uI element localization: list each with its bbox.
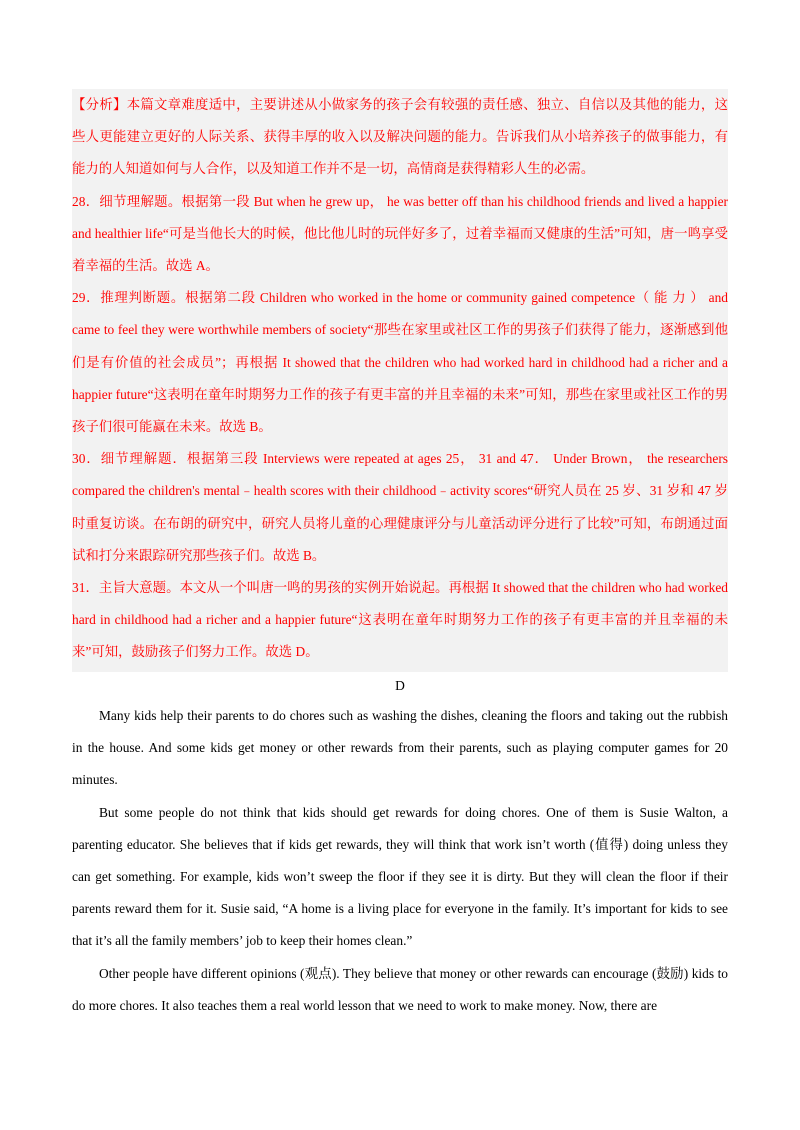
passage-paragraph-2: But some people do not think that kids should get rewards for doing chores. One of them is Susie Walton, a parenting educator. She believes that if kids get rewards, they will think that work isn’t worth (值得) doing unless they can get something. For example, kids won’t sweep the floor if they see it is dirty. But they will clean the floor if their parents reward them for it. Susie said, “A home is a living place for everyone in the family. It’s important for kids to see that it’s all the family members’ job to keep their homes clean.”	[72, 804, 728, 949]
analysis-q31: 31．主旨大意题。本文从一个叫唐一鸣的男孩的实例开始说起。再根据 It showed that the children who had worked hard in childhood had a richer and a happier future“这表明在童年时期努力工作的孩子有更丰富的并且幸福的未来”可知，鼓励孩子们努力工作。故选 D。	[72, 580, 728, 660]
analysis-intro: 【分析】本篇文章难度适中，主要讲述从小做家务的孩子会有较强的责任感、独立、自信以及其他的能力，这些人更能建立更好的人际关系、获得丰厚的收入以及解决问题的能力。告诉我们从小培养孩子的做事能力，有能力的人知道如何与人合作，以及知道工作并不是一切，高情商是获得精彩人生的必需。	[72, 97, 728, 177]
passage-paragraph-1: Many kids help their parents to do chores such as washing the dishes, cleaning the floors and taking out the rubbish in the house. And some kids get money or other rewards from their parents, such as playing computer games for 20 minutes.	[72, 708, 728, 788]
analysis-q29: 29．推理判断题。根据第二段 Children who worked in the home or community gained competence（ 能 力 ） and came to feel they were worthwhile members of society“那些在家里或社区工作的男孩子们获得了能力，逐渐感到他们是有价值的社会成员”；再根据 It showed that the children who had worked hard in childhood had a richer and a happier future“这表明在童年时期努力工作的孩子有更丰富的并且幸福的未来”可知，那些在家里或社区工作的男孩子们很可能赢在未来。故选 B。	[72, 290, 728, 435]
analysis-q30: 30．细节理解题．根据第三段 Interviews were repeated at ages 25， 31 and 47． Under Brown， the researchers compared the children's mental﹣health scores with their childhood﹣activity scores“研究人员在 25 岁、31 岁和 47 岁时重复访谈。在布朗的研究中，研究人员将儿童的心理健康评分与儿童活动评分进行了比较”可知，布朗通过面试和打分来跟踪研究那些孩子们。故选 B。	[72, 451, 728, 563]
reading-passage	[72, 700, 728, 1022]
section-title: D	[395, 678, 405, 693]
answer-analysis-block	[72, 89, 728, 672]
analysis-q28: 28．细节理解题。根据第一段 But when he grew up， he was better off than his childhood friends and lived a happier and healthier life“可是当他长大的时候，他比他儿时的玩伴好多了，过着幸福而又健康的生活”可知，唐一鸣享受着幸福的生活。故选 A。	[72, 193, 728, 274]
passage-paragraph-3: Other people have different opinions (观点). They believe that money or other rewards can encourage (鼓励) kids to do more chores. It also teaches them a real world lesson that we need to work to make money. Now, there are	[72, 965, 728, 1013]
